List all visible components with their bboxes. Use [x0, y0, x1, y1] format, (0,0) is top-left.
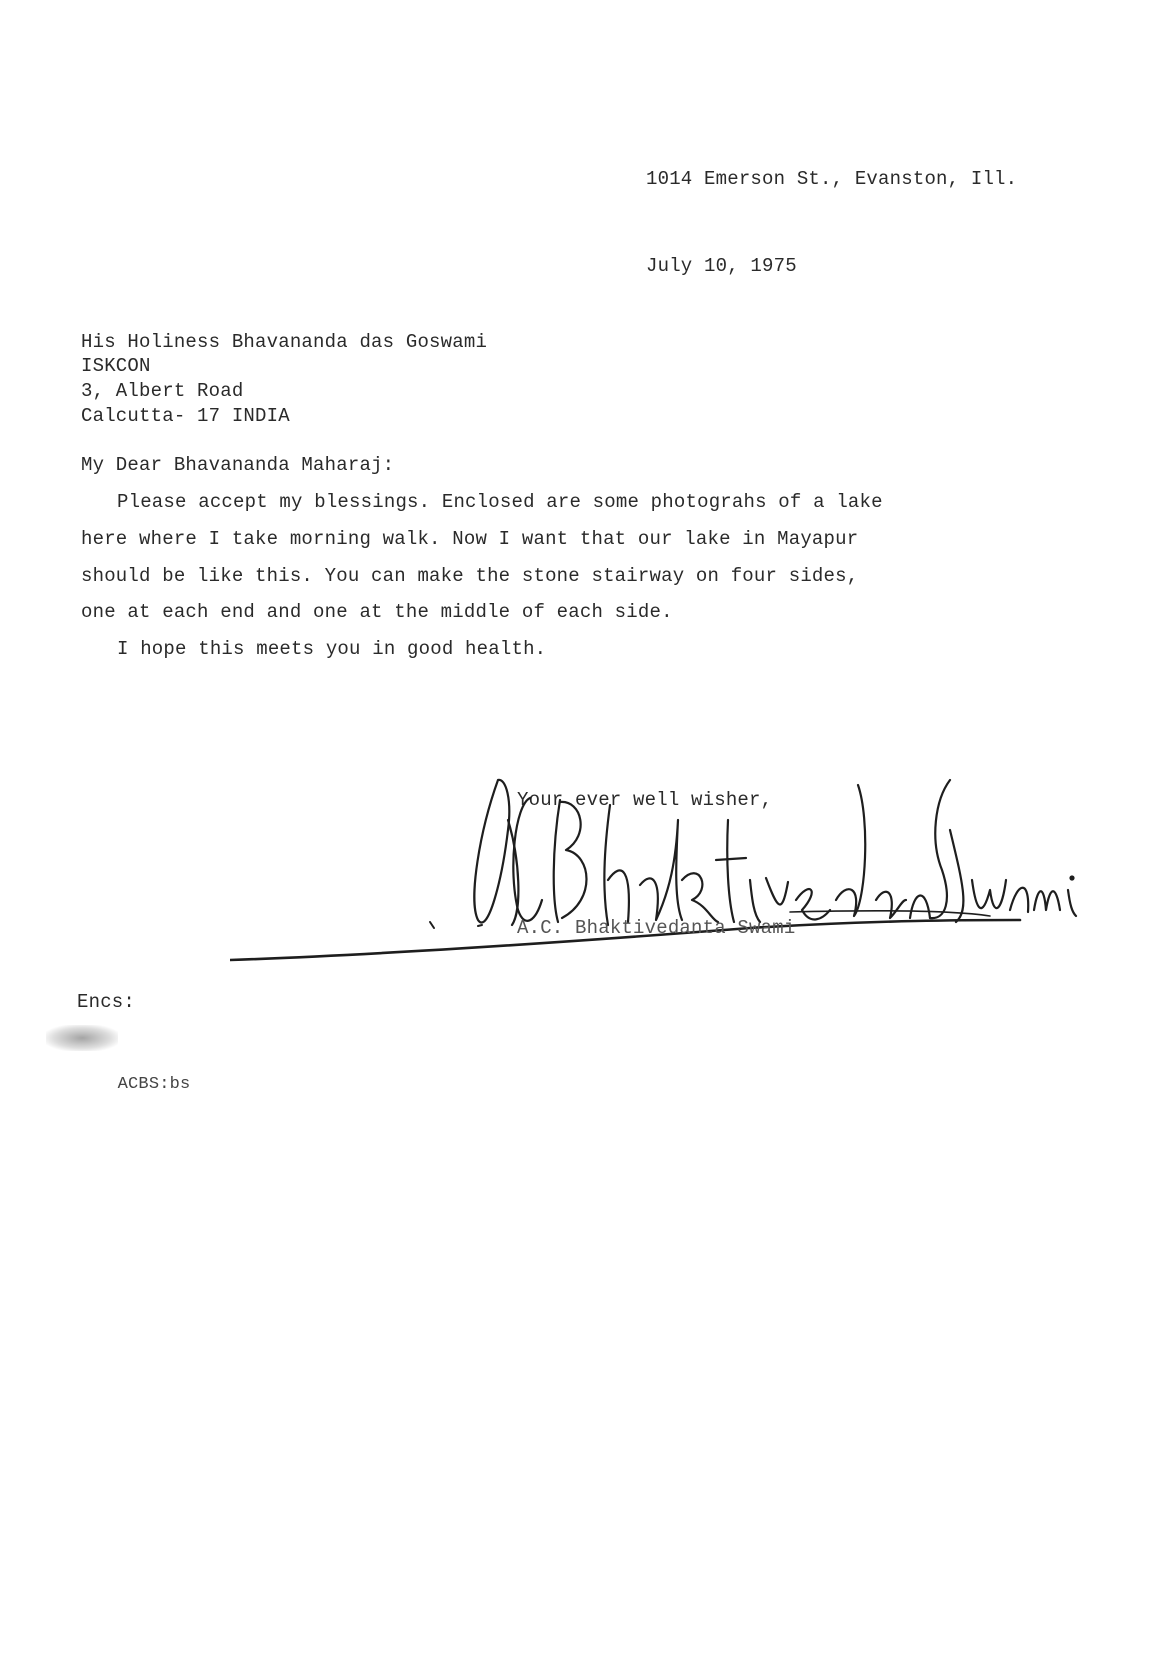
body-paragraph-line: here where I take morning walk. Now I want that our lake in Mayapur [81, 528, 859, 550]
signer-name: A.C. Bhaktivedanta Swami [517, 917, 796, 939]
closing-wish-line: I hope this meets you in good health. [117, 638, 547, 660]
reference-code [48, 1025, 191, 1121]
recipient-street: 3, Albert Road [81, 380, 244, 402]
enclosures-label: Encs: [77, 991, 136, 1013]
body-paragraph-line: one at each end and one at the middle of each side. [81, 601, 673, 623]
recipient-city: Calcutta- 17 INDIA [81, 405, 290, 427]
closing-phrase: Your ever well wisher, [517, 789, 773, 811]
body-paragraph-line: should be like this. You can make the stone stairway on four sides, [81, 565, 859, 587]
handwritten-signature [230, 760, 1090, 1020]
salutation: My Dear Bhavananda Maharaj: [81, 454, 395, 476]
sender-address: 1014 Emerson St., Evanston, Ill. [646, 168, 1018, 190]
recipient-name: His Holiness Bhavananda das Goswami [81, 331, 488, 353]
ink-smudge [46, 1025, 118, 1051]
letter-date: July 10, 1975 [646, 255, 797, 277]
recipient-organization: ISKCON [81, 355, 151, 377]
body-paragraph-line: Please accept my blessings. Enclosed are some photograhs of a lake [117, 491, 883, 513]
reference-code-text: ACBS:bs [117, 1075, 191, 1094]
